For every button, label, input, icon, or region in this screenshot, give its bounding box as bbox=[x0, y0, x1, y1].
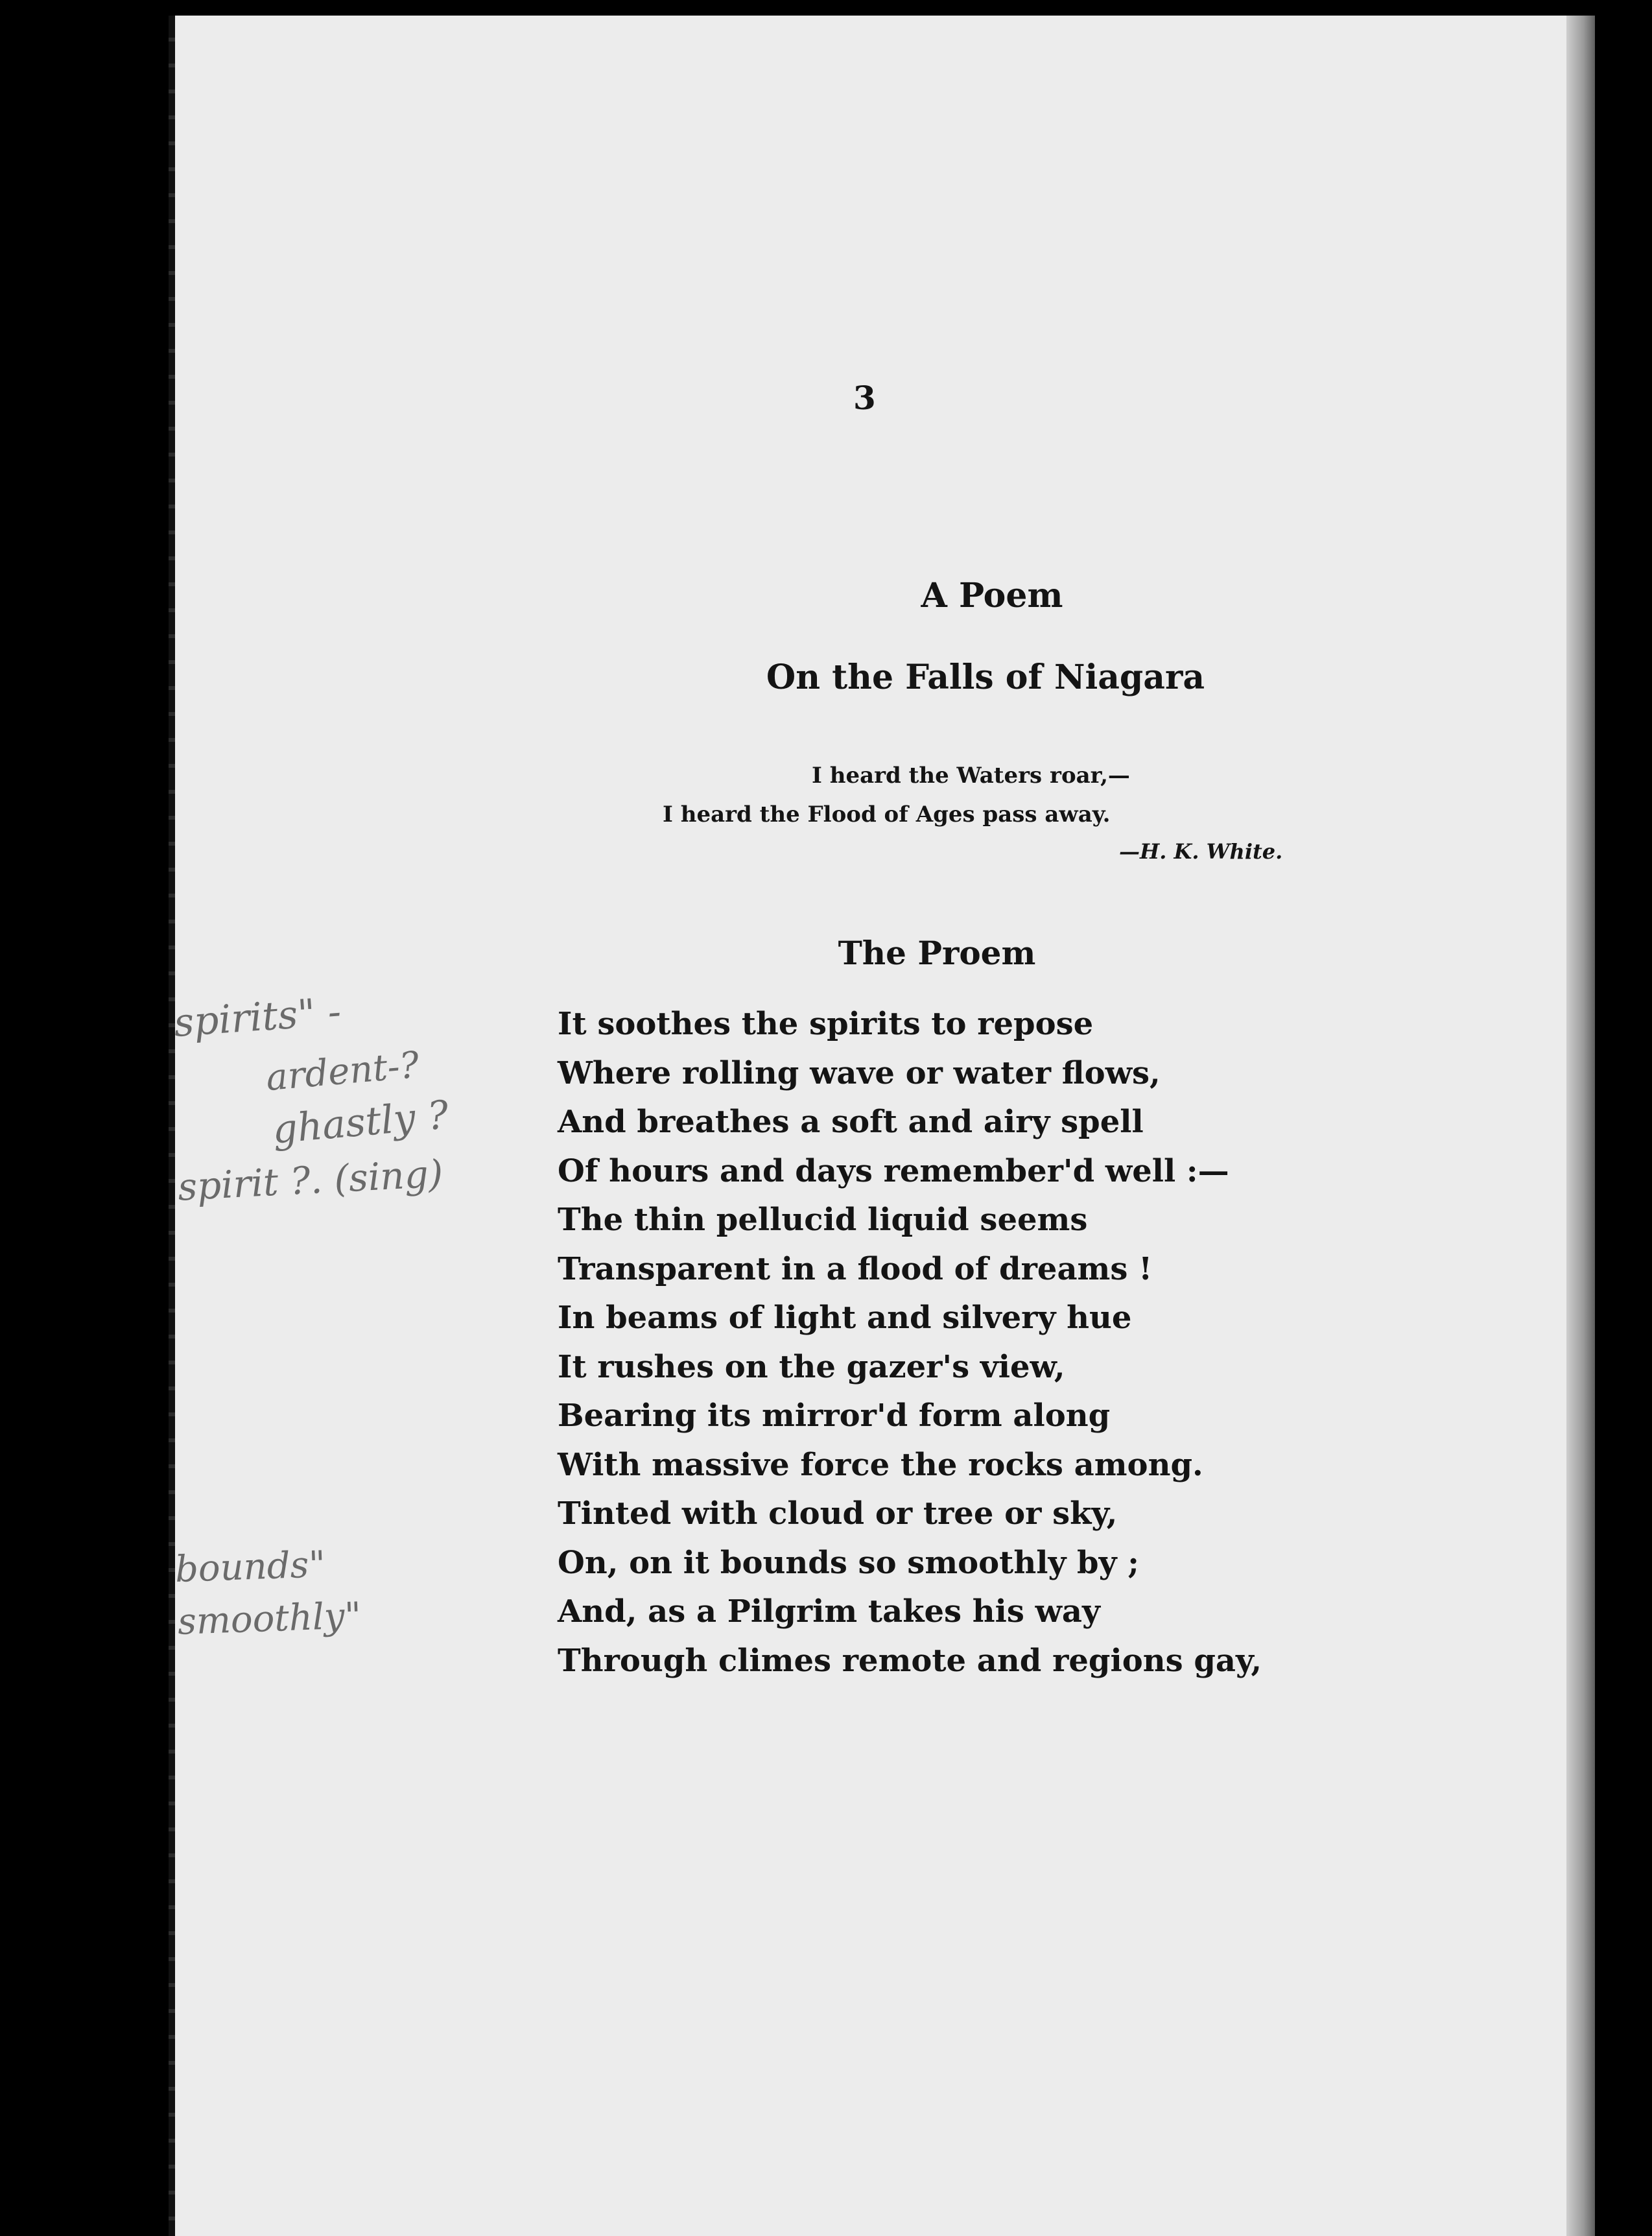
margin-note: spirit ?. (sing) bbox=[176, 1151, 444, 1209]
page-edge-shadow bbox=[1566, 16, 1595, 2236]
poem-line: Bearing its mirror'd form along bbox=[558, 1398, 1111, 1434]
poem-line: Tinted with cloud or tree or sky, bbox=[558, 1495, 1118, 1532]
margin-note: bounds" bbox=[174, 1543, 327, 1591]
margin-note: ardent-? bbox=[264, 1043, 421, 1100]
poem-subtitle: On the Falls of Niagara bbox=[766, 658, 1205, 697]
poem-line: Of hours and days remember'd well :— bbox=[558, 1152, 1229, 1189]
section-title: The Proem bbox=[838, 934, 1036, 972]
poem-title: A Poem bbox=[921, 576, 1063, 615]
margin-note: ghastly ? bbox=[270, 1092, 451, 1153]
poem-line: It soothes the spirits to repose bbox=[558, 1006, 1094, 1042]
poem-line: In beams of light and silvery hue bbox=[558, 1300, 1132, 1336]
poem-line: With massive force the rocks among. bbox=[558, 1446, 1203, 1483]
margin-note: smoothly" bbox=[176, 1595, 362, 1643]
margin-note: spirits" - bbox=[172, 989, 343, 1046]
poem-line: On, on it bounds so smoothly by ; bbox=[558, 1544, 1139, 1581]
binding-edge bbox=[169, 16, 175, 2236]
poem-line: And, as a Pilgrim takes his way bbox=[558, 1593, 1100, 1630]
epigraph-line: I heard the Flood of Ages pass away. bbox=[663, 802, 1111, 827]
poem-line: Transparent in a flood of dreams ! bbox=[558, 1250, 1153, 1287]
page-number: 3 bbox=[853, 379, 876, 417]
epigraph-line: I heard the Waters roar,— bbox=[812, 763, 1130, 789]
poem-line: And breathes a soft and airy spell bbox=[558, 1104, 1144, 1140]
poem-body bbox=[558, 1000, 1400, 1685]
poem-line: It rushes on the gazer's view, bbox=[558, 1348, 1065, 1385]
epigraph-attribution: —H. K. White. bbox=[1119, 839, 1283, 864]
poem-line: Through climes remote and regions gay, bbox=[558, 1642, 1262, 1679]
poem-line: The thin pellucid liquid seems bbox=[558, 1202, 1088, 1238]
poem-line: Where rolling wave or water flows, bbox=[558, 1054, 1161, 1091]
book-page bbox=[169, 16, 1595, 2236]
